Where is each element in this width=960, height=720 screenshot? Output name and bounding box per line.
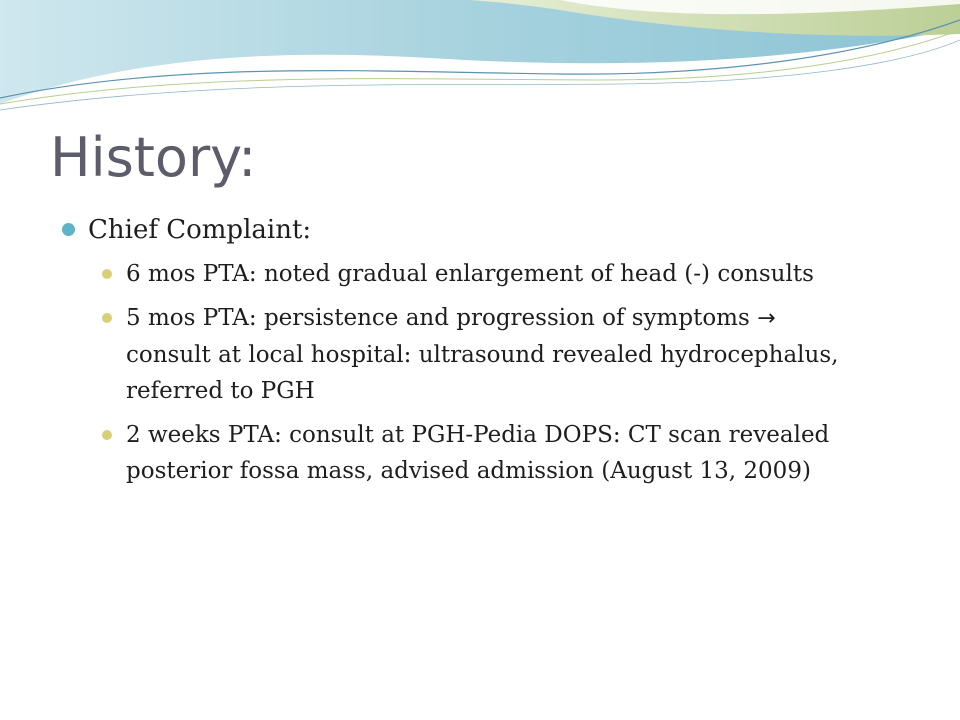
bullet-dot-icon (102, 313, 112, 323)
chief-complaint-list (62, 256, 922, 489)
list-item (102, 256, 856, 292)
list-item (102, 417, 856, 489)
header-wave-decoration (0, 0, 960, 120)
arrow-right-icon: → (757, 306, 776, 331)
bullet-chief-complaint (62, 210, 922, 250)
list-item-text: 5 mos PTA: persistence and progression of symptoms (126, 305, 750, 331)
slide-content (62, 210, 922, 497)
list-item-text: 2 weeks PTA: consult at PGH-Pedia DOPS: CT scan revealed posterior fossa mass, advised admission (August 13, 2009) (126, 422, 830, 484)
slide-title: History: (50, 126, 257, 189)
bullet-dot-icon (62, 223, 75, 236)
list-item (102, 300, 856, 409)
list-item-text: consult at local hospital: ultrasound revealed hydrocephalus, referred to PGH (126, 342, 839, 404)
section-label: Chief Complaint: (88, 215, 312, 245)
bullet-dot-icon (102, 269, 112, 279)
bullet-dot-icon (102, 430, 112, 440)
list-item-text: 6 mos PTA: noted gradual enlargement of head (-) consults (126, 261, 814, 287)
